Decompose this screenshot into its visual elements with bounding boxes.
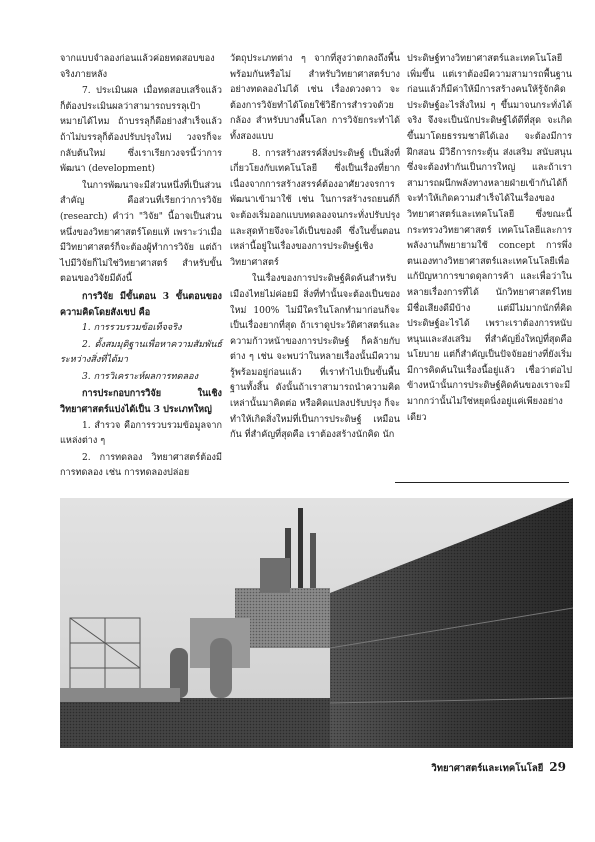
- list-item: 2. ตั้งสมมุติฐานเพื่อหาความสัมพันธ์ระหว่างสิ่งที่ได้มา: [60, 339, 222, 366]
- paragraph: 7. ประเมินผล เมื่อทดสอบเสร็จแล้วก็ต้องประเมินผลว่าสามารถบรรลุเป้าหมายได้ไหม ถ้าบรรลุก็ดีอย่างสำเร็จแล้ว ถ้าไม่บรรลุก็ต้องปรับปรุงใหม่ วงจรก็จะกลับต้นใหม่ ซึ่งเราเรียกวงจรนี้ว่าการพัฒนา (development): [60, 86, 222, 175]
- subheading: การวิจัย มีขั้นตอน 3 ขั้นตอนของความคิดโดยสังเขป คือ: [60, 290, 222, 318]
- subheading: การประกอบการวิจัย ในเชิงวิทยาศาสตร์แบ่งได้เป็น 3 ประเภทใหญ่: [60, 388, 222, 416]
- paragraph: จากแบบจำลองก่อนแล้วค่อยทดสอบของจริงภายหลัง: [60, 54, 215, 80]
- paragraph: ในเรื่องของการประดิษฐ์คิดค้นสำหรับเมืองไทยไม่ค่อยมี สิ่งที่ทำนั้นจะต้องเป็นของใหม่ 100% ไม่มีใครในโลกทำมาก่อนก็จะเป็นเรื่องยากที่สุด ถ้าเราดูประวัติศาสตร์และความก้าวหน้าของการประดิษฐ์ ก็คล้ายกับต่าง ๆ เช่น จะพบว่าในหลายเรื่องนั้นมีความรู้พร้อมอยู่ก่อนแล้ว ที่เราทำไปเป็นขั้นพื้นฐานทั้งสิ้น ดังนั้นถ้าเราสามารถนำความคิดเหล่านั้นมาคิดต่อ หรือคิดแปลงปรับปรุง ก็จะทำให้เกิดสิ่งใหม่ที่เป็นการประดิษฐ์ เหมือนกัน ที่สำคัญที่สุดคือ เราต้องสร้างนักคิด นัก: [230, 274, 400, 441]
- text-column-2: [230, 52, 400, 445]
- list-item: 2. การทดลอง วิทยาศาสตร์ต้องมีการทดลอง เช่น การทดลองปล่อย: [60, 452, 222, 479]
- page-footer: [0, 760, 566, 776]
- text-column-3: [407, 52, 572, 427]
- list-item: 1. สำรวจ คือการรวบรวมข้อมูลจากแหล่งต่าง ๆ: [60, 420, 222, 447]
- list-item: 1. การรวบรวมข้อเท็จจริง: [82, 323, 182, 334]
- publication-title: วิทยาศาสตร์และเทคโนโลยี: [431, 763, 544, 774]
- industrial-plant-photo: [60, 498, 573, 748]
- text-column-1: [60, 52, 222, 483]
- paragraph: ประดิษฐ์ทางวิทยาศาสตร์และเทคโนโลยีเพิ่มขึ้น แต่เราต้องมีความสามารถพื้นฐานก่อนแล้วก็มีค่าให้มีการสร้างคนให้รู้จักคิดประดิษฐ์อะไรสิ่งใหม่ ๆ ขึ้นมาจนกระทั่งได้จริง จึงจะเป็นนักประดิษฐ์ได้ดีที่สุด จะเกิดขึ้นมาโดยธรรมชาติได้เอง จะต้องมีการฝึกสอน มีวิธีการกระตุ้น ส่งเสริม สนับสนุน ซึ่งจะต้องทำกันเป็นการใหญ่ และถ้าเราสามารถผนึกพลังทางหลายฝ่ายเข้ากันได้ก็จะทำให้เกิดความสำเร็จได้ในเรื่องของวิทยาศาสตร์และเทคโนโลยี ซึ่งขณะนี้กระทรวงวิทยาศาสตร์ เทคโนโลยีและการพลังงานก็พยายามใช้ concept การพึ่งตนเองทางวิทยาศาสตร์และเทคโนโลยีเพื่อแก้ปัญหาการขาดดุลการค้า และเพื่อว่าในหลายเรื่องการที่ได้ นักวิทยาศาสตร์ไทยมีชื่อเสียงดีมีบ้าง แต่มีไม่มากนักที่คิดประดิษฐ์อะไรได้ เพราะเราต้องการหนับหนุนและส่งเสริม ที่สำคัญยิ่งใหญ่ที่สุดคือนโยบาย แต่ก็สำคัญเป็นปัจจัยอย่างที่ยังเริ่มมีการคิดค้นในเรื่องนี้อยู่แล้ว เชื่อว่าต่อไปข้างหน้านั้นการประดิษฐ์คิดค้นของเราจะมีมากกว่านั้นไม่ใช่หยุดนิ่งอยู่แค่เพียงอย่างเดียว: [407, 54, 572, 423]
- list-item: 3. การวิเคราะห์ผลการทดลอง: [82, 371, 199, 382]
- page-number: 29: [549, 760, 566, 774]
- paragraph: 8. การสร้างสรรค์สิ่งประดิษฐ์ เป็นสิ่งที่เกี่ยวโยงกับเทคโนโลยี ซึ่งเป็นเรื่องที่ยาก เนื่องจากการสร้างสรรค์ต้องอาศัยวงจรการพัฒนาเข้ามาใช้ เช่น ในการสร้างรถยนต์ก็จะต้องเริ่มออกแบบทดลองจนกระทั่งปรับปรุง และสุดท้ายจึงจะได้เป็นของดี ซึ่งในขั้นตอนเหล่านี้อยู่ในเรื่องของการประดิษฐ์เชิงวิทยาศาสตร์: [230, 148, 400, 268]
- section-divider: [395, 482, 569, 483]
- paragraph: วัตถุประเภทต่าง ๆ จากที่สูงว่าตกลงถึงพื้นพร้อมกันหรือไม่ สำหรับวิทยาศาสตร์บางอย่างทดลองไม่ได้ เช่น เรื่องดวงดาว จะต้องการวิจัยทำได้โดยใช้วิธีการสำรวจด้วยกล้อง สำหรับบางพื้นโลก การวิจัยกระทำได้ทั้งสองแบบ: [230, 54, 400, 142]
- paragraph: ในการพัฒนาจะมีส่วนหนึ่งที่เป็นส่วนสำคัญ คือส่วนที่เรียกว่าการวิจัย (research) คำว่า "วิจัย" นี้อาจเป็นส่วนหนึ่งของวิทยาศาสตร์โดยแท้ เพราะว่าเมื่อมีวิทยาศาสตร์ก็จะต้องผู้ทำการวิจัย แต่ถ้าไปมีวิจัยก็ไม่ใช่วิทยาศาสตร์ สำหรับขั้นตอนของวิจัยมีดังนี้: [60, 180, 222, 285]
